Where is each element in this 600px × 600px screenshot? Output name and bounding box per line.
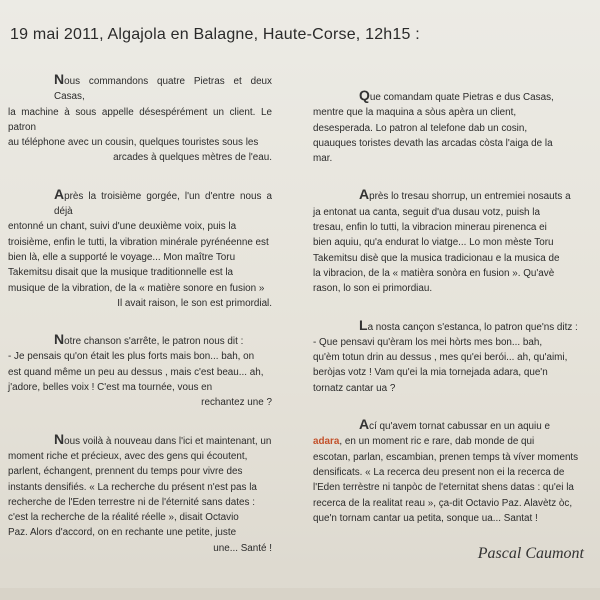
text-line: que'n tornam cantar ua petita, sonque ua... Santat !	[313, 512, 538, 524]
text-line: mar.	[313, 153, 333, 165]
text-line: Il avait raison, le son est primordial.	[117, 297, 272, 309]
text-line: arcades à quelques mètres de l'eau.	[113, 152, 272, 164]
french-paragraph-4	[8, 432, 272, 556]
text-line: quauques toristes devath las arcadas còsta l'aiga de la	[313, 137, 553, 149]
text-line: rechantez une ?	[201, 397, 272, 409]
text-line: est quand même un peu au dessus , mais c'est beau... ah,	[8, 366, 264, 378]
gascon-paragraph-3	[313, 318, 581, 396]
drop-initial: L	[359, 316, 368, 333]
text-line: ja entonat ua canta, seguit d'ua dusau votz, puish la	[313, 206, 540, 218]
text-line: escotan, parlan, escambian, prenen temps tà víver moments	[313, 451, 579, 463]
text-line: Après la troisième gorgée, l'un d'entre nous a déjà	[54, 185, 272, 218]
text-line: j'adore, belles voix ! C'est ma tournée, vous en	[8, 382, 213, 394]
drop-initial: A	[359, 186, 370, 203]
text-line: Nous commandons quatre Pietras et deux Casas,	[54, 71, 272, 103]
line-rest: , en un moment ric e rare, dab monde de qui	[339, 436, 535, 448]
text-line: qu'èm totun drin au dessus , mes qu'ei berói... ah, qu'aimi,	[313, 352, 568, 364]
french-column	[8, 72, 272, 577]
text-line: recherche de l'Eden terrestre ni de l'éternité sans dates :	[8, 496, 255, 508]
drop-initial: N	[54, 430, 65, 447]
text-line: la machine à sous appelle désespérément un client. Le patron	[8, 106, 272, 133]
drop-initial: N	[54, 71, 65, 87]
text-line: recerca de la realitat reau », ça-dit Octavio Paz. Alavètz òc,	[313, 497, 573, 509]
drop-initial: Q	[359, 87, 370, 103]
text-line: au téléphone avec un cousin, quelques touristes sous les	[8, 137, 259, 149]
text-line: mentre que la maquina a sòus apèra un client,	[313, 107, 517, 119]
text-line: moment riche et précieux, avec des gens qui écoutent,	[8, 450, 248, 462]
text-line: entonné un chant, suivi d'une deuxième voix, puis la	[8, 221, 237, 233]
drop-initial: A	[54, 185, 65, 202]
gascon-paragraph-2	[313, 187, 581, 296]
text-line: - Que pensavi qu'èram los mei hòrts mes bon... bah,	[313, 336, 543, 348]
french-paragraph-1	[8, 72, 272, 166]
highlight-word: adara	[313, 436, 340, 448]
text-line: parlent, échangent, prennent du temps pour vivre des	[8, 466, 243, 478]
text-line: desesperada. Lo patron al telefone dab un cosin,	[313, 122, 528, 134]
text-line: rason, lo son ei primordiau.	[313, 283, 433, 295]
text-line: densificats. « La recerca deu present non ei la recerca de	[313, 466, 565, 478]
text-line: Nous voilà à nouveau dans l'ici et maintenant, un	[54, 430, 272, 447]
text-line: troisième, enfin le tutti, la vibration minérale pyrénéenne est	[8, 236, 269, 248]
text-line: Notre chanson s'arrête, le patron nous dit :	[54, 331, 244, 348]
author-signature: Pascal Caumont	[477, 545, 584, 562]
text-line: - Je pensais qu'on était les plus forts mais bon... bah, on	[8, 351, 255, 363]
text-line: Après lo tresau shorrup, un entremiei nosauts a	[359, 186, 571, 203]
gascon-paragraph-1	[313, 88, 581, 166]
text-line: bien là, elle a supporté le voyage... Mon maître Toru	[8, 251, 236, 263]
page-bottom-edge	[0, 588, 600, 600]
page-heading: 19 mai 2011, Algajola en Balagne, Haute-Corse, 12h15 :	[10, 26, 420, 43]
text-line: bien aquiu, qu'a endurat lo viatge... Lo mon mèste Toru	[313, 237, 554, 249]
french-paragraph-2	[8, 187, 272, 311]
gascon-paragraph-4	[313, 417, 581, 526]
french-paragraph-3	[8, 332, 272, 410]
text-line: Ací qu'avem tornat cabussar en un aquiu e	[359, 416, 550, 433]
text-line: Paz. Alors d'accord, on en rechante une petite, juste	[8, 527, 237, 539]
drop-initial: A	[359, 416, 370, 433]
text-line: Que comandam quate Pietras e dus Casas,	[359, 87, 554, 103]
text-line: tresau, enfin lo tutti, la vibracion minerau pirenenca ei	[313, 222, 547, 234]
text-line: La nosta cançon s'estanca, lo patron que'ns ditz :	[359, 316, 578, 333]
highlight-line	[313, 434, 581, 449]
text-line: l'Eden terrèstre ni tanpòc de l'eternitat shens datas : qu'ei la	[313, 482, 574, 494]
text-line: Takemitsu disè que la musica tradicionau e la musica de	[313, 252, 560, 264]
text-line: instants densifiés. « La recherche du présent n'est pas la	[8, 481, 257, 493]
text-line: la vibracion, de la « matièra sonòra en fusion ». Qu'avè	[313, 267, 555, 279]
text-line: une... Santé !	[213, 542, 272, 554]
text-line: beròjas votz ! Vam qu'ei la mia tornejada adara, que'n	[313, 367, 548, 379]
text-line: c'est la recherche de la réalité réelle », disait Octavio	[8, 512, 239, 524]
gascon-column	[313, 88, 581, 547]
text-line: musique de la vibration, de la « matière sonore en fusion »	[8, 282, 265, 294]
text-line: tornatz cantar ua ?	[313, 382, 396, 394]
text-line: Takemitsu disait que la musique traditionnelle est la	[8, 267, 234, 279]
drop-initial: N	[54, 331, 65, 348]
